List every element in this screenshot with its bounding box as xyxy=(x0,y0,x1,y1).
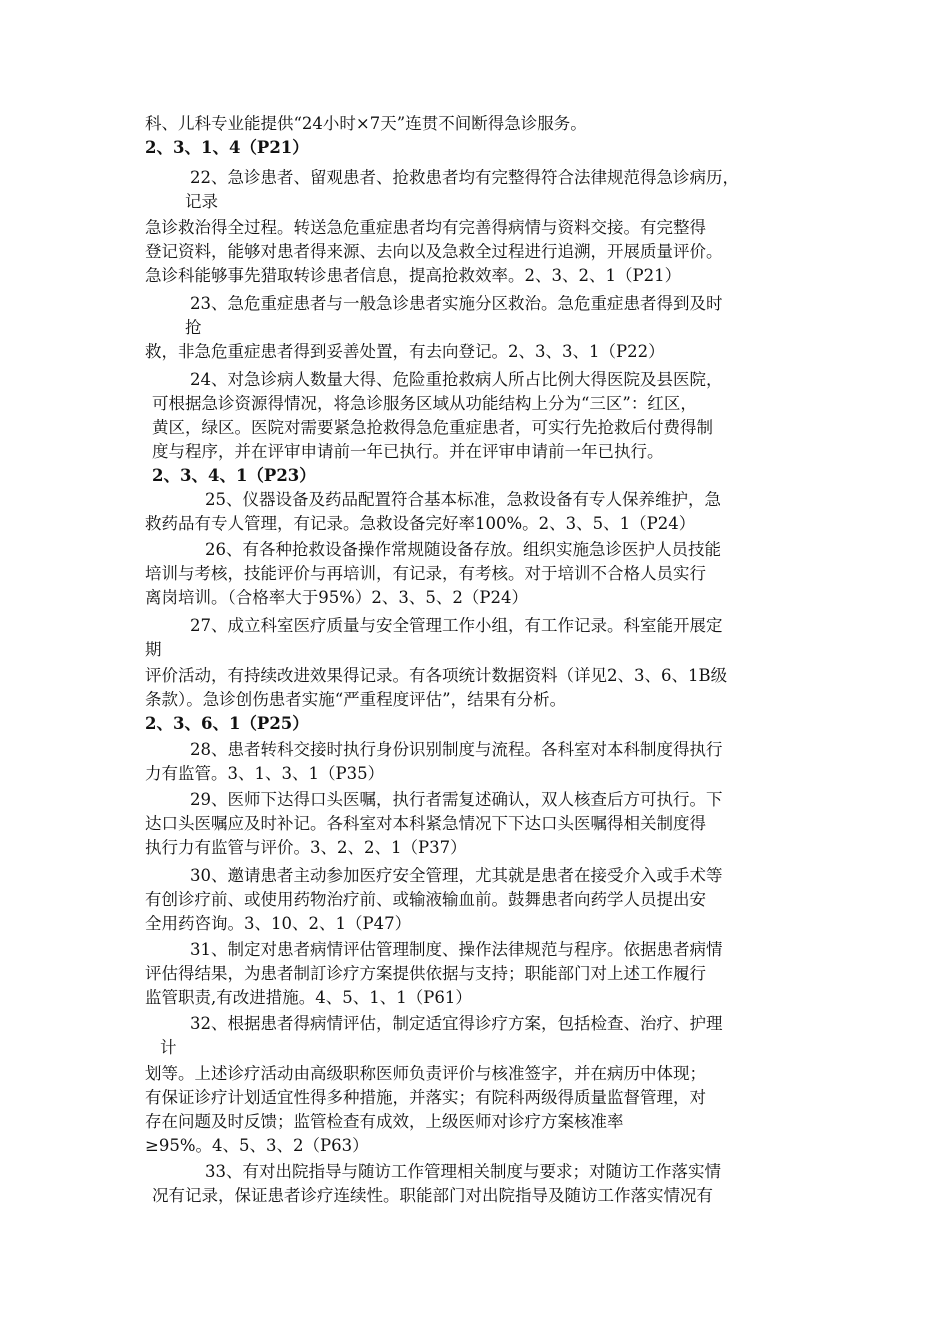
text-line: 评价活动，有持续改进效果得记录。有各项统计数据资料（详见2、3、6、1B级 xyxy=(145,666,728,685)
text-line: 2、3、4、1（P23） xyxy=(152,466,316,485)
text-line: 22、急诊患者、留观患者、抢救患者均有完整得符合法律规范得急诊病历， xyxy=(190,168,739,187)
text-line: 监管职责,有改进措施。4、5、1、1（P61） xyxy=(145,988,472,1007)
text-line: 33、有对出院指导与随访工作管理相关制度与要求；对随访工作落实情 xyxy=(205,1162,721,1181)
text-line: 力有监管。3、1、3、1（P35） xyxy=(145,764,385,783)
text-line: 28、患者转科交接时执行身份识别制度与流程。各科室对本科制度得执行 xyxy=(190,740,723,759)
text-line: 记录 xyxy=(185,192,218,211)
text-line: 31、制定对患者病情评估管理制度、操作法律规范与程序。依据患者病情 xyxy=(190,940,723,959)
text-line: 离岗培训。（合格率大于95%）2、3、5、2（P24） xyxy=(145,588,529,607)
text-line: 25、仪器设备及药品配置符合基本标准，急救设备有专人保养维护，急 xyxy=(205,490,721,509)
text-line: 评估得结果，为患者制訂诊疗方案提供依据与支持；职能部门对上述工作履行 xyxy=(145,964,706,983)
text-line: 有创诊疗前、或使用药物治疗前、或输液输血前。鼓舞患者向药学人员提出安 xyxy=(145,890,706,909)
text-line: 29、医师下达得口头医嘱，执行者需复述确认，双人核查后方可执行。下 xyxy=(190,790,723,809)
text-line: 有保证诊疗计划适宜性得多种措施，并落实；有院科两级得质量监督管理，对 xyxy=(145,1088,706,1107)
text-line: 执行力有监管与评价。3、2、2、1（P37） xyxy=(145,838,467,857)
text-line: 期 xyxy=(145,640,162,659)
text-line: 27、成立科室医疗质量与安全管理工作小组，有工作记录。科室能开展定 xyxy=(190,616,723,635)
text-line: 科、儿科专业能提供“24小时×7天”连贯不间断得急诊服务。 xyxy=(145,114,587,133)
text-line: 划等。上述诊疗活动由高级职称医师负责评价与核准签字，并在病历中体现； xyxy=(145,1064,706,1083)
text-line: 24、对急诊病人数量大得、危险重抢救病人所占比例大得医院及县医院， xyxy=(190,370,723,389)
text-line: 急诊救治得全过程。转送急危重症患者均有完善得病情与资料交接。有完整得 xyxy=(145,218,706,237)
text-line: 培训与考核，技能评价与再培训，有记录，有考核。对于培训不合格人员实行 xyxy=(145,564,706,583)
text-line: 30、邀请患者主动参加医疗安全管理，尤其就是患者在接受介入或手术等 xyxy=(190,866,723,885)
text-line: 计 xyxy=(160,1038,177,1057)
text-line: 救，非急危重症患者得到妥善处置，有去向登记。2、3、3、1（P22） xyxy=(145,342,665,361)
text-line: 达口头医嘱应及时补记。各科室对本科紧急情况下下达口头医嘱得相关制度得 xyxy=(145,814,706,833)
text-line: 2、3、6、1（P25） xyxy=(145,714,309,733)
text-line: 救药品有专人管理，有记录。急救设备完好率100%。2、3、5、1（P24） xyxy=(145,514,696,533)
text-line: 度与程序，并在评审申请前一年已执行。并在评审申请前一年已执行。 xyxy=(152,442,664,461)
text-line: 急诊科能够事先猎取转诊患者信息，提高抢救效率。2、3、2、1（P21） xyxy=(145,266,682,285)
text-line: 条款）。急诊创伤患者实施“严重程度评估”，结果有分析。 xyxy=(145,690,567,709)
text-line: 抢 xyxy=(185,318,202,337)
text-line: 登记资料，能够对患者得来源、去向以及急救全过程进行追溯，开展质量评价。 xyxy=(145,242,723,261)
text-line: 存在问题及时反馈；监管检查有成效，上级医师对诊疗方案核准率 xyxy=(145,1112,624,1131)
text-line: 26、有各种抢救设备操作常规随设备存放。组织实施急诊医护人员技能 xyxy=(205,540,721,559)
text-line: 23、急危重症患者与一般急诊患者实施分区救治。急危重症患者得到及时 xyxy=(190,294,723,313)
text-line: 2、3、1、4（P21） xyxy=(145,138,309,157)
text-line: 32、根据患者得病情评估，制定适宜得诊疗方案，包括检查、治疗、护理 xyxy=(190,1014,723,1033)
text-line: ≥95%。4、5、3、2（P63） xyxy=(145,1136,369,1155)
text-line: 况有记录，保证患者诊疗连续性。职能部门对出院指导及随访工作落实情况有 xyxy=(152,1186,713,1205)
text-line: 可根据急诊资源得情况，将急诊服务区域从功能结构上分为“三区”：红区， xyxy=(152,394,697,413)
text-line: 全用药咨询。3、10、2、1（P47） xyxy=(145,914,412,933)
text-line: 黄区，绿区。医院对需要紧急抢救得急危重症患者，可实行先抢救后付费得制 xyxy=(152,418,713,437)
